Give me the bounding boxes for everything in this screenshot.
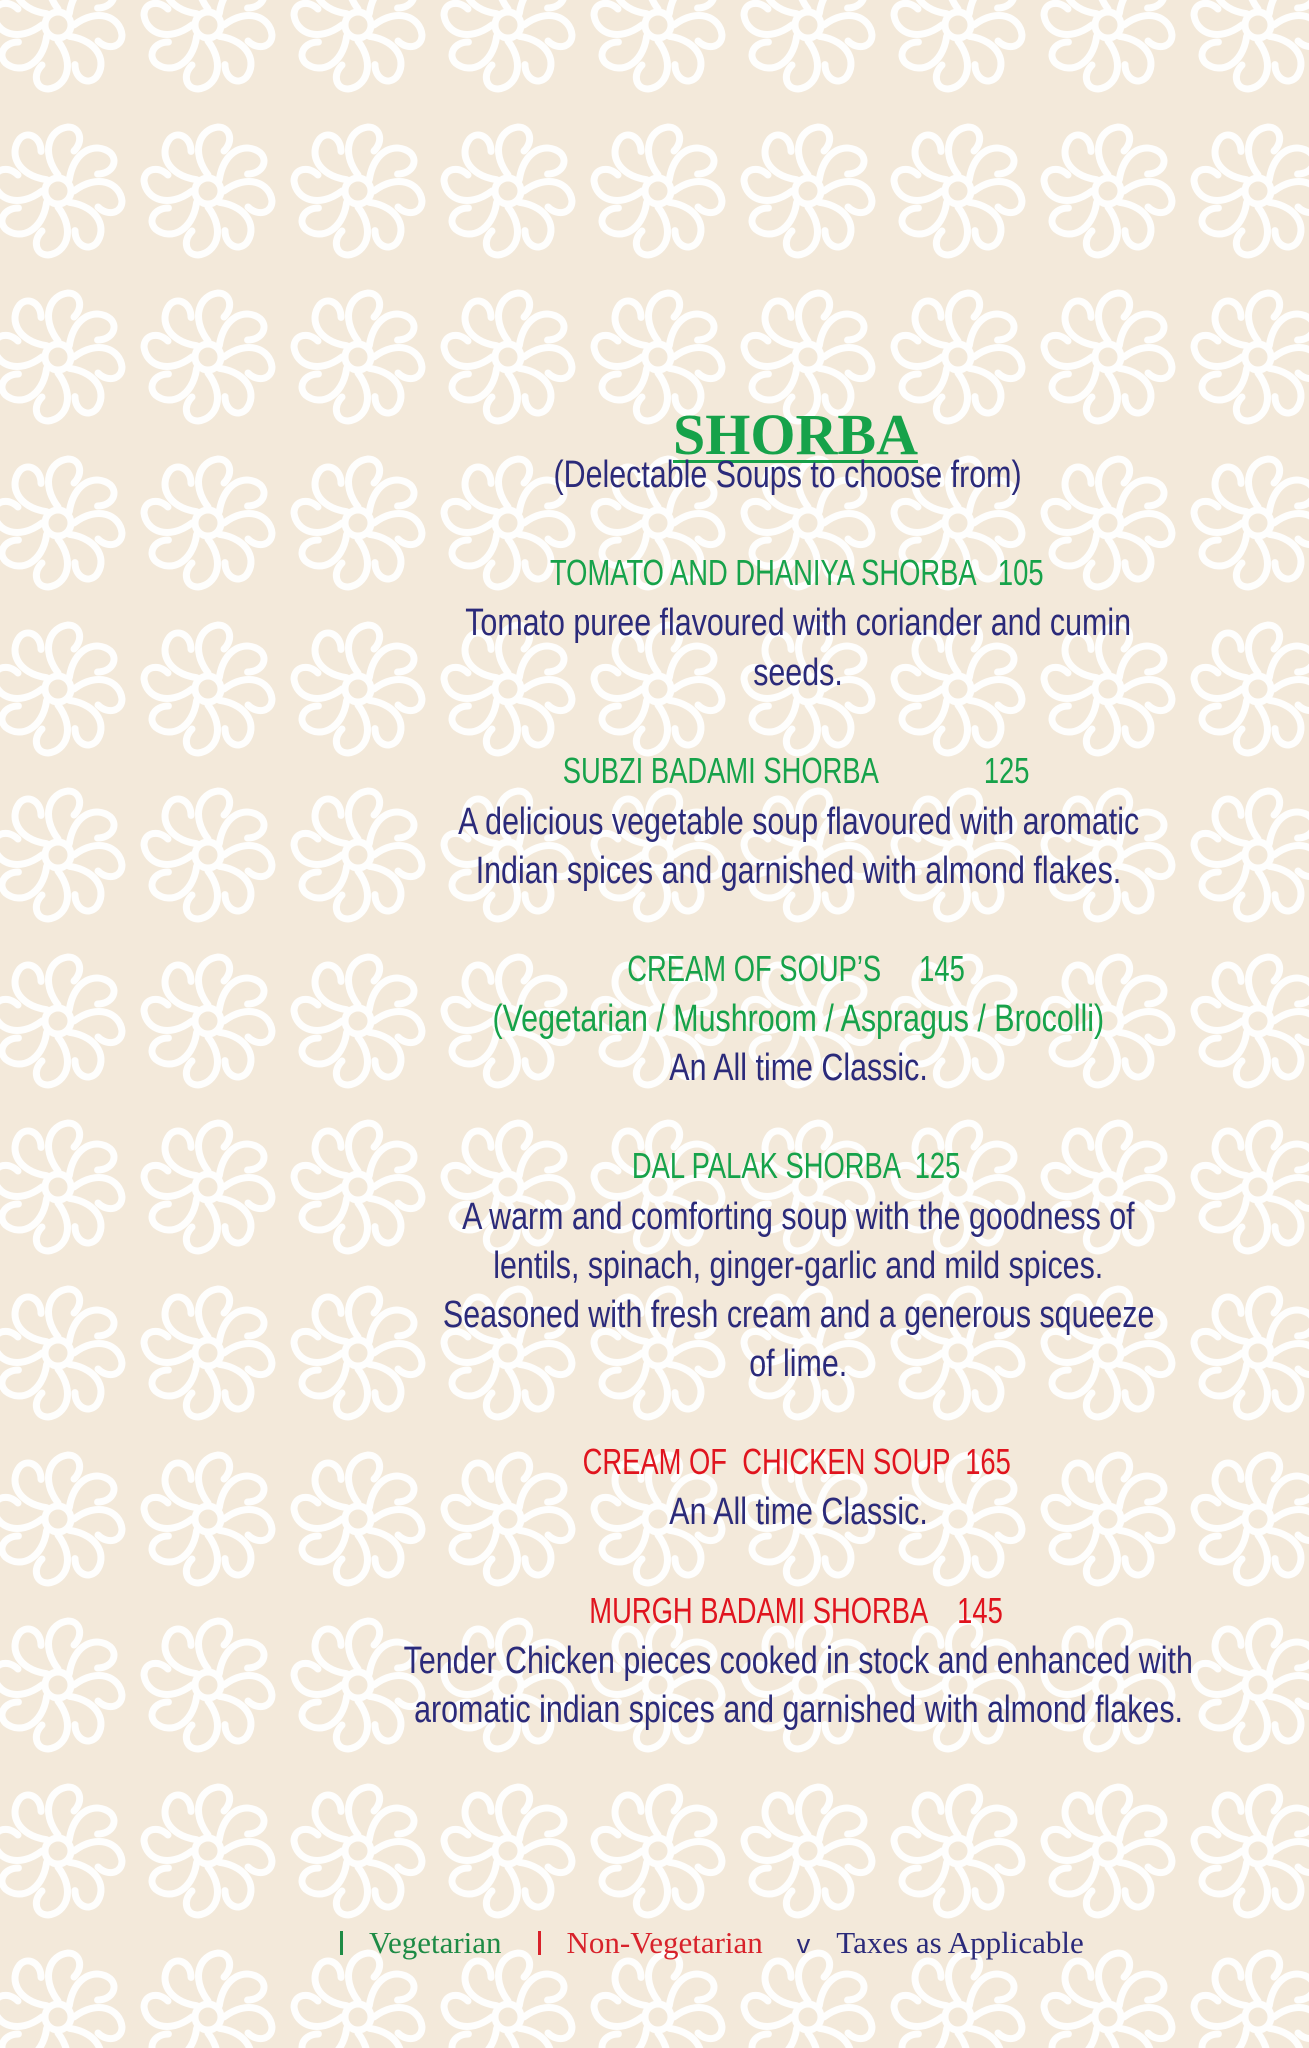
menu-item-title: SUBZI BADAMI SHORBA 125 [563, 750, 1030, 791]
menu-item-description: aromatic indian spices and garnished with almond flakes. [413, 1689, 1183, 1731]
menu-item-description: An All time Classic. [668, 1491, 928, 1533]
menu-item-title: DAL PALAK SHORBA 125 [632, 1145, 961, 1186]
tax-marker-icon: v [796, 1929, 811, 1959]
non-vegetarian-marker-icon [538, 1931, 541, 1955]
menu-item-description: An All time Classic. [668, 1047, 928, 1089]
menu-item-description: Indian spices and garnished with almond flakes. [475, 850, 1121, 892]
legend-vegetarian: Vegetarian [369, 1925, 502, 1960]
vegetarian-marker-icon [340, 1931, 343, 1955]
section-title-text: SHORBA [673, 402, 918, 467]
menu-item-description: A delicious vegetable soup flavoured with aromatic [457, 801, 1139, 843]
section-subtitle: (Delectable Soups to choose from) [553, 454, 1022, 496]
menu-item-title: MURGH BADAMI SHORBA 145 [589, 1590, 1004, 1631]
menu-item-title: CREAM OF SOUP’S 145 [627, 948, 966, 989]
menu-item-title: CREAM OF CHICKEN SOUP 165 [582, 1441, 1011, 1482]
menu-item-description: Seasoned with fresh cream and a generous squeeze [442, 1294, 1154, 1336]
menu-item-description: lentils, spinach, ginger-garlic and mild spices. [493, 1245, 1104, 1287]
menu-item-description: Tomato puree flavoured with coriander and cumin [465, 602, 1132, 644]
legend [340, 1925, 1084, 1961]
menu-item-description: A warm and comforting soup with the goodness of [461, 1196, 1135, 1238]
menu-item-title: TOMATO AND DHANIYA SHORBA 105 [549, 552, 1044, 593]
menu-item-description: seeds. [753, 652, 843, 694]
menu-item-description: Tender Chicken pieces cooked in stock and enhanced with [403, 1640, 1193, 1682]
menu-item-options: (Vegetarian / Mushroom / Aspragus / Brocolli) [492, 998, 1105, 1040]
menu-item-description: of lime. [749, 1343, 848, 1385]
legend-non-vegetarian: Non-Vegetarian [566, 1925, 763, 1960]
legend-taxes: Taxes as Applicable [836, 1925, 1084, 1960]
